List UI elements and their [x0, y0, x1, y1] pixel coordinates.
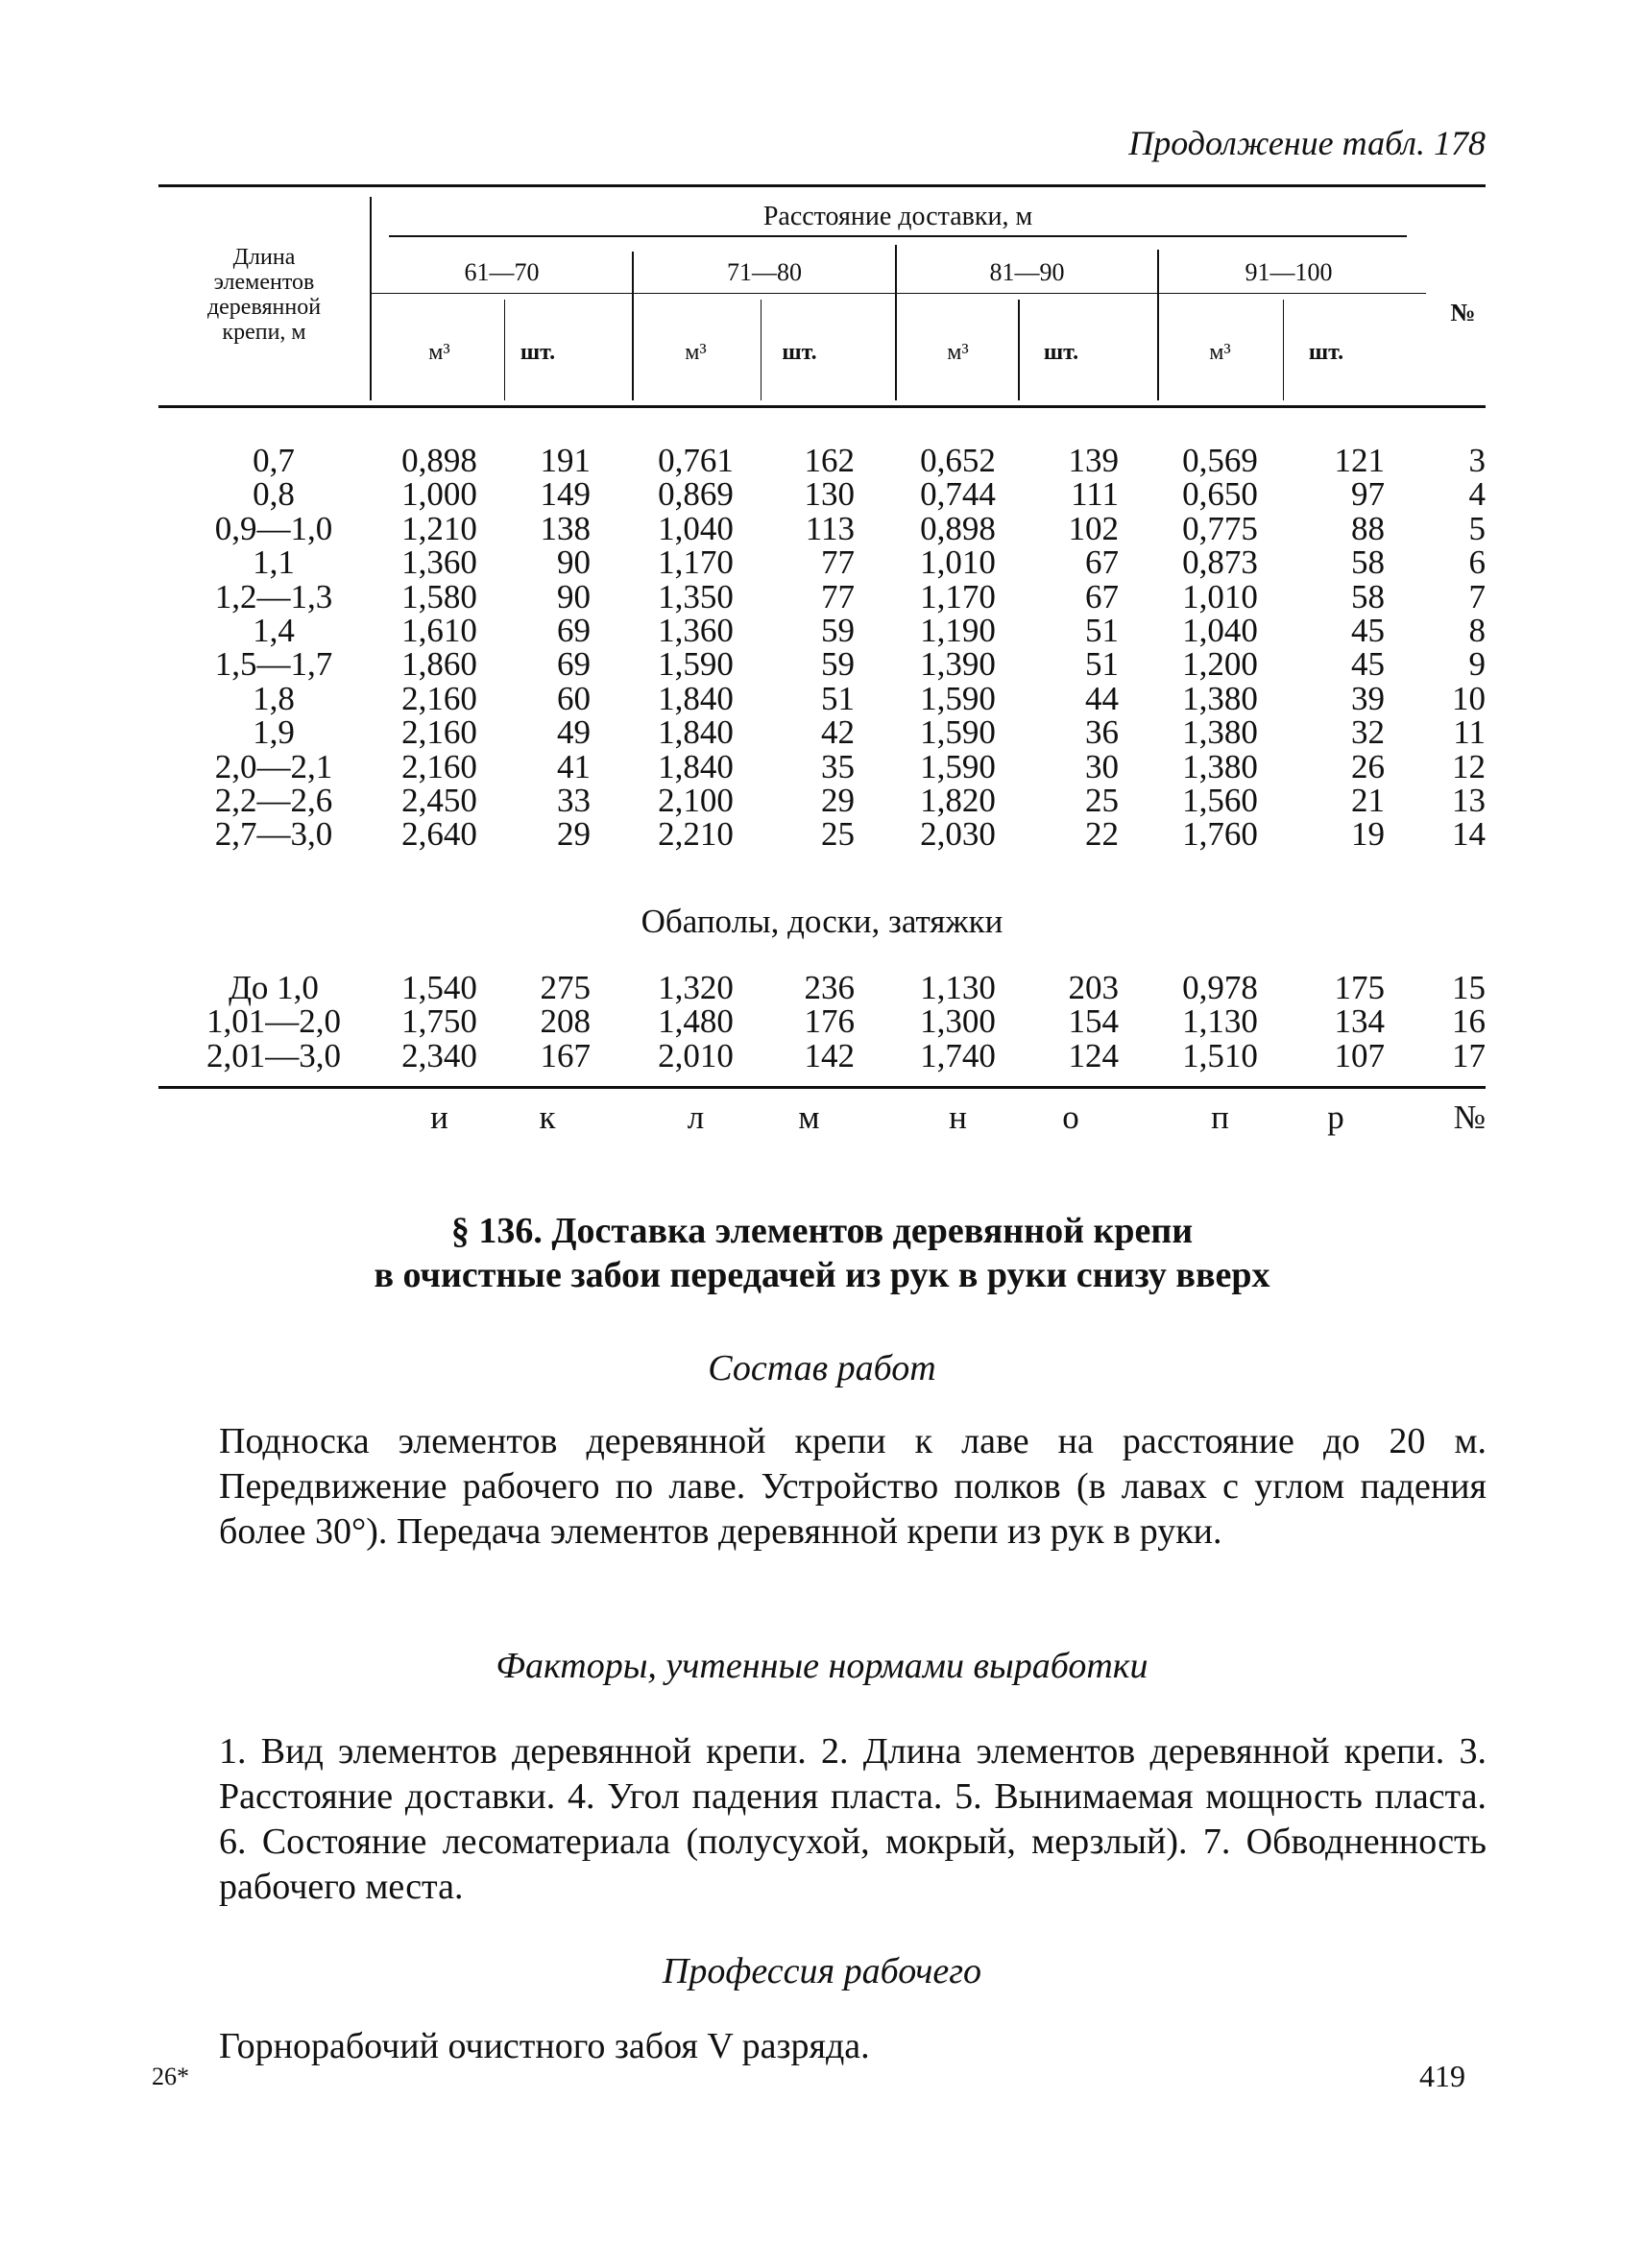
table-cell: 26: [1351, 747, 1385, 785]
table-cell: 1,040: [658, 509, 734, 547]
table-cell: 77: [821, 577, 855, 615]
length-column-header: [168, 245, 360, 345]
table-cell: 35: [821, 747, 855, 785]
column-letter: н: [949, 1098, 967, 1136]
table-cell: 39: [1351, 679, 1385, 717]
row-length: 0,7: [253, 442, 295, 479]
table-top-rule: [158, 184, 1486, 187]
table-cell: 111: [1071, 475, 1119, 514]
table-cell: 1,860: [401, 645, 477, 684]
table-cell: 124: [1068, 1036, 1119, 1074]
row-length: 0,9—1,0: [214, 509, 333, 547]
table-cell: 25: [1085, 782, 1119, 819]
table-cell: 1,380: [1182, 679, 1258, 717]
row-number: 9: [1468, 645, 1486, 684]
row-number: 12: [1452, 747, 1486, 785]
row-length: 2,7—3,0: [214, 815, 333, 854]
table-cell: 42: [821, 713, 855, 752]
column-letter: л: [687, 1098, 705, 1136]
table-cell: 236: [804, 969, 855, 1006]
table-cell: 2,640: [401, 815, 477, 854]
row-length: 1,2—1,3: [214, 577, 333, 615]
table-cell: 1,170: [658, 543, 734, 582]
column-letter: №: [1453, 1098, 1486, 1136]
range-header: 61—70: [464, 258, 540, 286]
table-cell: 59: [821, 612, 855, 649]
table-cell: 60: [557, 679, 591, 717]
row-number: 8: [1468, 612, 1486, 649]
table-cell: 1,540: [401, 969, 477, 1006]
row-number: 15: [1452, 969, 1486, 1006]
row-length: 2,01—3,0: [206, 1036, 341, 1074]
table-cell: 1,840: [658, 747, 734, 785]
table-cell: 191: [540, 442, 591, 479]
table-cell: 29: [557, 815, 591, 854]
table-cell: 1,040: [1182, 612, 1258, 649]
table-cell: 45: [1351, 645, 1385, 684]
table-cell: 1,840: [658, 679, 734, 717]
table-cell: 0,761: [658, 442, 734, 479]
range-header: 91—100: [1245, 258, 1333, 286]
table-cell: 1,610: [401, 612, 477, 649]
column-letter: к: [539, 1098, 556, 1136]
signature-mark: 26*: [152, 2063, 189, 2090]
table-cell: 2,450: [401, 782, 477, 819]
table-cell: 1,010: [920, 543, 996, 582]
table-cell: 0,569: [1182, 442, 1258, 479]
table-cell: 1,360: [658, 612, 734, 649]
table-cell: 1,740: [920, 1036, 996, 1074]
unit-m3-header: м³: [685, 340, 707, 365]
row-number: 5: [1468, 509, 1486, 547]
table-cell: 1,380: [1182, 747, 1258, 785]
row-number: 17: [1452, 1036, 1486, 1074]
header-line: крепи, м: [222, 320, 306, 345]
table-cell: 1,390: [920, 645, 996, 684]
table-cell: 29: [821, 782, 855, 819]
table-cell: 1,590: [658, 645, 734, 684]
header-line: элементов: [213, 270, 315, 295]
unit-pcs-header: шт.: [520, 340, 556, 365]
table-cell: 67: [1085, 543, 1119, 582]
table-cell: 2,100: [658, 782, 734, 819]
table-cell: 1,840: [658, 713, 734, 752]
unit-pcs-header: шт.: [782, 340, 817, 365]
table-cell: 97: [1351, 475, 1385, 514]
table-cell: 130: [804, 475, 855, 514]
table-cell: 69: [557, 645, 591, 684]
factors-text: 1. Вид элементов деревянной крепи. 2. Длина элементов деревянной крепи. 3. Расстояние доставки. 4. Угол падения пласта. 5. Вынимаемая мощность пласта. 6. Состояние лесоматериала (полусухой, мокрый, мерзлый). 7. Обводненность рабочего места.: [219, 1731, 1487, 1907]
number-header: №: [1450, 299, 1476, 326]
table-cell: 142: [804, 1036, 855, 1074]
table-cell: 19: [1351, 815, 1385, 854]
row-length: 1,01—2,0: [206, 1002, 341, 1041]
row-length: 0,8: [253, 475, 295, 514]
table-cell: 162: [804, 442, 855, 479]
table-cell: 45: [1351, 612, 1385, 649]
table-cell: 2,010: [658, 1036, 734, 1074]
table-cell: 2,030: [920, 815, 996, 854]
header-line: Длина: [232, 245, 296, 270]
column-letter: р: [1327, 1098, 1344, 1136]
table-cell: 90: [557, 577, 591, 615]
unit-pcs-header: шт.: [1043, 340, 1079, 365]
table-cell: 77: [821, 543, 855, 582]
table-cell: 175: [1334, 969, 1385, 1006]
row-number: 10: [1452, 679, 1486, 717]
row-length: 2,2—2,6: [214, 782, 333, 819]
table-cell: 51: [1085, 612, 1119, 649]
table-cell: 21: [1351, 782, 1385, 819]
row-number: 6: [1468, 543, 1486, 582]
table-cell: 1,510: [1182, 1036, 1258, 1074]
table-cell: 1,190: [920, 612, 996, 649]
table-cell: 1,380: [1182, 713, 1258, 752]
table-cell: 88: [1351, 509, 1385, 547]
subsection-title: Обаполы, доски, затяжки: [641, 903, 1003, 940]
continuation-label: Продолжение табл. 178: [1128, 124, 1486, 162]
table-cell: 1,000: [401, 475, 477, 514]
table-cell: 275: [540, 969, 591, 1006]
table-cell: 102: [1068, 509, 1119, 547]
table-cell: 1,760: [1182, 815, 1258, 854]
distance-header: Расстояние доставки, м: [762, 202, 1033, 231]
profession-text: Горнорабочий очистного забоя V разряда.: [219, 2026, 870, 2066]
table-bottom-rule: [158, 1086, 1486, 1089]
table-cell: 167: [540, 1036, 591, 1074]
table-cell: 0,873: [1182, 543, 1258, 582]
table-header-rule: [158, 405, 1486, 408]
section-heading-line1: § 136. Доставка элементов деревянной крепи: [450, 1211, 1194, 1251]
table-cell: 51: [1085, 645, 1119, 684]
table-cell: 121: [1334, 442, 1385, 479]
table-cell: 1,170: [920, 577, 996, 615]
table-cell: 1,130: [1182, 1002, 1258, 1041]
range-header: 71—80: [727, 258, 802, 286]
row-length: 1,1: [253, 543, 295, 582]
table-cell: 0,898: [401, 442, 477, 479]
work-title: Состав работ: [708, 1348, 936, 1388]
unit-m3-header: м³: [1209, 340, 1231, 365]
row-number: 13: [1452, 782, 1486, 819]
section-heading-line2: в очистные забои передачей из рук в руки снизу вверх: [374, 1255, 1270, 1295]
row-number: 3: [1468, 442, 1486, 479]
profession-title: Профессия рабочего: [662, 1951, 982, 1991]
table-cell: 0,898: [920, 509, 996, 547]
table-cell: 0,652: [920, 442, 996, 479]
table-cell: 59: [821, 645, 855, 684]
header-divider: [389, 235, 1407, 237]
table-cell: 1,320: [658, 969, 734, 1006]
table-cell: 149: [540, 475, 591, 514]
unit-pcs-header: шт.: [1308, 340, 1344, 365]
page-number: 419: [1419, 2059, 1465, 2093]
table-cell: 1,590: [920, 747, 996, 785]
unit-m3-header: м³: [947, 340, 969, 365]
table-cell: 1,820: [920, 782, 996, 819]
table-cell: 69: [557, 612, 591, 649]
row-length: До 1,0: [229, 969, 319, 1006]
work-text: Подноска элементов деревянной крепи к лаве на расстояние до 20 м. Передвижение рабочего по лаве. Устройство полков (в лавах с углом падения более 30°). Передача элементов деревянной крепи из рук в руки.: [219, 1421, 1487, 1552]
table-cell: 1,480: [658, 1002, 734, 1041]
table-cell: 2,160: [401, 713, 477, 752]
table-cell: 1,750: [401, 1002, 477, 1041]
table-cell: 58: [1351, 543, 1385, 582]
header-line: деревянной: [206, 295, 322, 320]
table-cell: 154: [1068, 1002, 1119, 1041]
table-cell: 1,590: [920, 713, 996, 752]
range-header: 81—90: [989, 258, 1065, 286]
row-length: 1,5—1,7: [214, 645, 333, 684]
table-cell: 67: [1085, 577, 1119, 615]
table-cell: 32: [1351, 713, 1385, 752]
table-cell: 138: [540, 509, 591, 547]
column-letter: и: [430, 1098, 448, 1136]
table-cell: 107: [1334, 1036, 1385, 1074]
table-cell: 203: [1068, 969, 1119, 1006]
row-number: 16: [1452, 1002, 1486, 1041]
table-cell: 176: [804, 1002, 855, 1041]
table-cell: 0,650: [1182, 475, 1258, 514]
table-cell: 134: [1334, 1002, 1385, 1041]
table-cell: 2,160: [401, 679, 477, 717]
table-cell: 0,978: [1182, 969, 1258, 1006]
table-cell: 36: [1085, 713, 1119, 752]
table-cell: 49: [557, 713, 591, 752]
table-cell: 2,160: [401, 747, 477, 785]
table-cell: 90: [557, 543, 591, 582]
table-cell: 113: [805, 509, 855, 547]
table-cell: 208: [540, 1002, 591, 1041]
column-letter: о: [1062, 1098, 1079, 1136]
table-cell: 1,210: [401, 509, 477, 547]
table-cell: 25: [821, 815, 855, 854]
table-cell: 58: [1351, 577, 1385, 615]
row-length: 1,8: [253, 679, 295, 717]
table-cell: 33: [557, 782, 591, 819]
table-cell: 0,869: [658, 475, 734, 514]
table-cell: 139: [1068, 442, 1119, 479]
table-cell: 1,300: [920, 1002, 996, 1041]
table-cell: 0,744: [920, 475, 996, 514]
row-length: 1,4: [253, 612, 295, 649]
row-number: 14: [1452, 815, 1486, 854]
table-cell: 0,775: [1182, 509, 1258, 547]
column-letter: м: [798, 1098, 820, 1136]
header-divider: [370, 293, 1426, 294]
table-cell: 1,130: [920, 969, 996, 1006]
table-cell: 1,200: [1182, 645, 1258, 684]
table-cell: 1,580: [401, 577, 477, 615]
table-cell: 22: [1085, 815, 1119, 854]
table-cell: 51: [821, 679, 855, 717]
table-cell: 2,340: [401, 1036, 477, 1074]
unit-m3-header: м³: [428, 340, 450, 365]
table-cell: 1,590: [920, 679, 996, 717]
row-length: 1,9: [253, 713, 295, 752]
column-letter: п: [1211, 1098, 1229, 1136]
table-cell: 41: [557, 747, 591, 785]
row-number: 4: [1468, 475, 1486, 514]
row-number: 11: [1453, 713, 1486, 752]
table-cell: 44: [1085, 679, 1119, 717]
table-cell: 30: [1085, 747, 1119, 785]
row-number: 7: [1468, 577, 1486, 615]
factors-title: Факторы, учтенные нормами выработки: [496, 1646, 1148, 1686]
row-length: 2,0—2,1: [214, 747, 333, 785]
table-cell: 1,010: [1182, 577, 1258, 615]
table-cell: 1,560: [1182, 782, 1258, 819]
table-cell: 1,360: [401, 543, 477, 582]
table-cell: 2,210: [658, 815, 734, 854]
table-cell: 1,350: [658, 577, 734, 615]
